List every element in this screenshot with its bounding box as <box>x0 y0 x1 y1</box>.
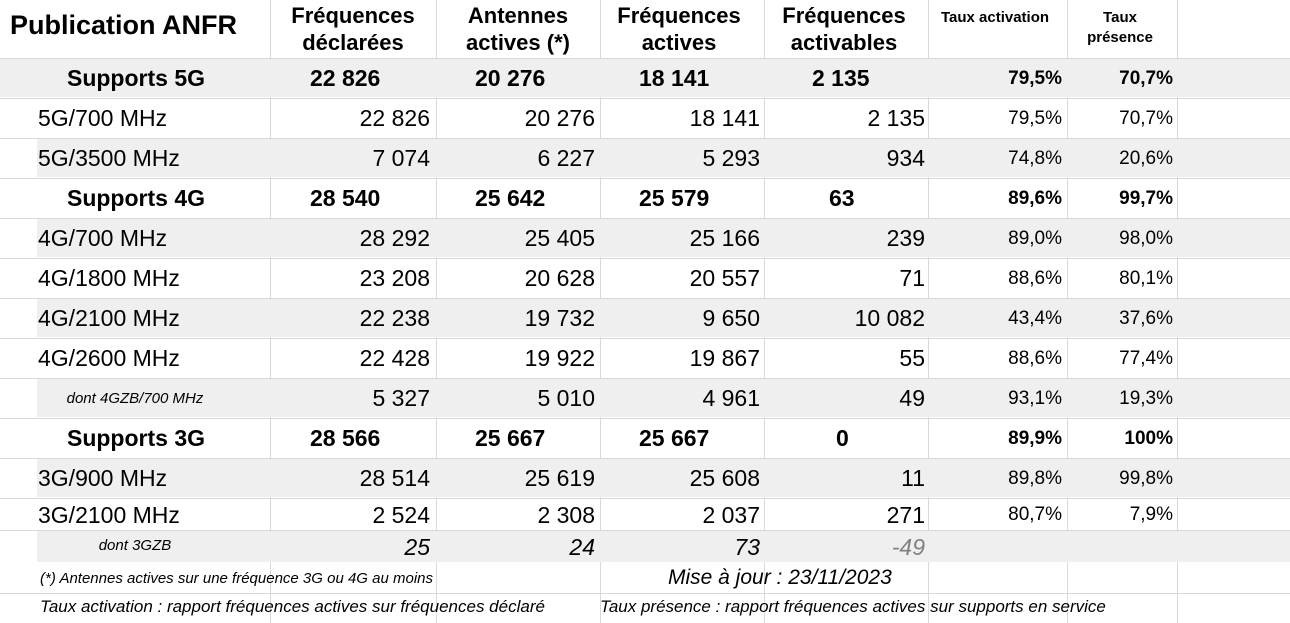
table-row <box>0 378 1290 417</box>
cell-actives: 25 166 <box>689 225 760 251</box>
cell-taux-presence: 98,0% <box>1119 228 1173 249</box>
row-label: 4G/700 MHz <box>38 225 168 251</box>
cell-activables: 11 <box>901 465 925 491</box>
col-header-frequences-actives: Fréquences actives <box>617 3 741 55</box>
cell-antennes-actives: 25 667 <box>475 425 546 451</box>
cell-taux-activation: 74,8% <box>1008 148 1062 169</box>
footnote: (*) Antennes actives sur une fréquence 3G ou 4G au moins <box>40 570 433 587</box>
cell-antennes-actives: 25 619 <box>524 465 595 491</box>
cell-antennes-actives: 20 628 <box>524 265 595 291</box>
table-row <box>0 258 1290 297</box>
cell-actives: 25 608 <box>689 465 760 491</box>
table-row-supports-3g <box>0 418 1290 457</box>
cell-antennes-actives: 5 010 <box>537 385 595 411</box>
cell-declarees: 2 524 <box>372 502 430 528</box>
cell-declarees: 7 074 <box>372 145 430 171</box>
cell-taux-presence: 19,3% <box>1119 388 1173 409</box>
row-label: dont 3GZB <box>98 537 172 554</box>
row-label: 4G/2100 MHz <box>38 305 180 331</box>
cell-taux-activation: 79,5% <box>1008 108 1062 129</box>
cell-actives: 5 293 <box>702 145 760 171</box>
cell-actives: 9 650 <box>702 305 760 331</box>
row-label: dont 4GZB/700 MHz <box>66 390 204 407</box>
col-header-taux-activation: Taux activation <box>940 9 1050 26</box>
cell-taux-activation: 88,6% <box>1008 268 1062 289</box>
row-label: 3G/2100 MHz <box>38 502 180 528</box>
cell-activables: 0 <box>836 425 849 451</box>
cell-actives: 20 557 <box>689 265 760 291</box>
cell-antennes-actives: 24 <box>569 534 595 560</box>
definition-taux-presence: Taux présence : rapport fréquences actives sur supports en service <box>600 597 1106 616</box>
col-header-frequences-activables: Fréquences activables <box>782 3 906 55</box>
cell-declarees: 5 327 <box>372 385 430 411</box>
definition-taux-activation: Taux activation : rapport fréquences actives sur fréquences déclaré <box>40 597 545 616</box>
cell-declarees: 22 826 <box>359 105 430 131</box>
divider <box>0 593 1290 594</box>
cell-declarees: 23 208 <box>359 265 430 291</box>
table-row <box>0 138 1290 177</box>
row-label: 4G/1800 MHz <box>38 265 180 291</box>
cell-activables: 2 135 <box>812 65 870 91</box>
cell-taux-presence: 99,8% <box>1119 468 1173 489</box>
table-row <box>0 530 1290 562</box>
col-header-antennes-actives: Antennes actives (*) <box>466 3 570 55</box>
table-row-supports-5g <box>0 58 1290 97</box>
row-label: Supports 4G <box>66 185 205 211</box>
cell-taux-activation: 89,8% <box>1008 468 1062 489</box>
cell-activables: 2 135 <box>867 105 925 131</box>
row-label: 4G/2600 MHz <box>38 345 180 371</box>
cell-actives: 73 <box>734 534 760 560</box>
cell-taux-activation: 89,9% <box>1008 428 1062 449</box>
cell-antennes-actives: 20 276 <box>475 65 546 91</box>
update-date: Mise à jour : 23/11/2023 <box>668 566 892 589</box>
row-label: Supports 5G <box>66 65 205 91</box>
cell-actives: 18 141 <box>689 105 760 131</box>
cell-actives: 2 037 <box>702 502 760 528</box>
cell-taux-presence: 20,6% <box>1119 148 1173 169</box>
cell-antennes-actives: 25 405 <box>524 225 595 251</box>
cell-antennes-actives: 25 642 <box>475 185 546 211</box>
cell-activables: 271 <box>886 502 925 528</box>
cell-taux-presence: 7,9% <box>1129 504 1173 525</box>
cell-taux-activation: 89,6% <box>1008 188 1062 209</box>
cell-antennes-actives: 19 922 <box>524 345 595 371</box>
cell-declarees: 28 566 <box>310 425 381 451</box>
cell-taux-presence: 70,7% <box>1119 68 1173 89</box>
cell-actives: 25 667 <box>639 425 710 451</box>
cell-taux-activation: 43,4% <box>1008 308 1062 329</box>
table-row-supports-4g <box>0 178 1290 217</box>
cell-declarees: 28 292 <box>359 225 430 251</box>
cell-taux-presence: 80,1% <box>1119 268 1173 289</box>
cell-taux-activation: 93,1% <box>1008 388 1062 409</box>
cell-activables: 63 <box>829 185 855 211</box>
cell-declarees: 25 <box>404 534 430 560</box>
cell-actives: 18 141 <box>639 65 710 91</box>
row-label: 5G/3500 MHz <box>38 145 180 171</box>
cell-taux-presence: 99,7% <box>1119 188 1173 209</box>
cell-declarees: 28 540 <box>310 185 381 211</box>
cell-actives: 19 867 <box>689 345 760 371</box>
cell-taux-presence: 100% <box>1124 428 1173 449</box>
cell-taux-activation: 80,7% <box>1008 504 1062 525</box>
cell-activables: 10 082 <box>854 305 925 331</box>
cell-declarees: 22 826 <box>310 65 381 91</box>
cell-taux-activation: 89,0% <box>1008 228 1062 249</box>
cell-activables: 934 <box>886 145 925 171</box>
cell-activables: 49 <box>899 385 925 411</box>
table-row <box>0 218 1290 257</box>
col-header-frequences-declarees: Fréquences déclarées <box>291 3 415 55</box>
page-title: Publication ANFR <box>10 10 237 40</box>
cell-taux-activation: 88,6% <box>1008 348 1062 369</box>
cell-declarees: 28 514 <box>359 465 430 491</box>
cell-activables: 71 <box>899 265 925 291</box>
table-row <box>0 458 1290 497</box>
table-row <box>0 98 1290 137</box>
cell-activables: -49 <box>891 534 925 560</box>
cell-actives: 4 961 <box>702 385 760 411</box>
table-row <box>0 498 1290 530</box>
col-header-taux-presence: Taux présence <box>1087 9 1153 46</box>
row-label: 5G/700 MHz <box>38 105 168 131</box>
table-row <box>0 298 1290 337</box>
cell-taux-presence: 70,7% <box>1119 108 1173 129</box>
cell-activables: 239 <box>886 225 925 251</box>
cell-antennes-actives: 20 276 <box>524 105 595 131</box>
cell-declarees: 22 238 <box>359 305 430 331</box>
cell-taux-presence: 37,6% <box>1119 308 1173 329</box>
cell-antennes-actives: 2 308 <box>537 502 595 528</box>
row-label: Supports 3G <box>66 425 205 451</box>
cell-antennes-actives: 6 227 <box>537 145 595 171</box>
cell-antennes-actives: 19 732 <box>524 305 595 331</box>
row-label: 3G/900 MHz <box>38 465 168 491</box>
cell-actives: 25 579 <box>639 185 710 211</box>
cell-declarees: 22 428 <box>359 345 430 371</box>
cell-taux-presence: 77,4% <box>1119 348 1173 369</box>
cell-activables: 55 <box>899 345 925 371</box>
table-row <box>0 338 1290 377</box>
cell-taux-activation: 79,5% <box>1008 68 1062 89</box>
